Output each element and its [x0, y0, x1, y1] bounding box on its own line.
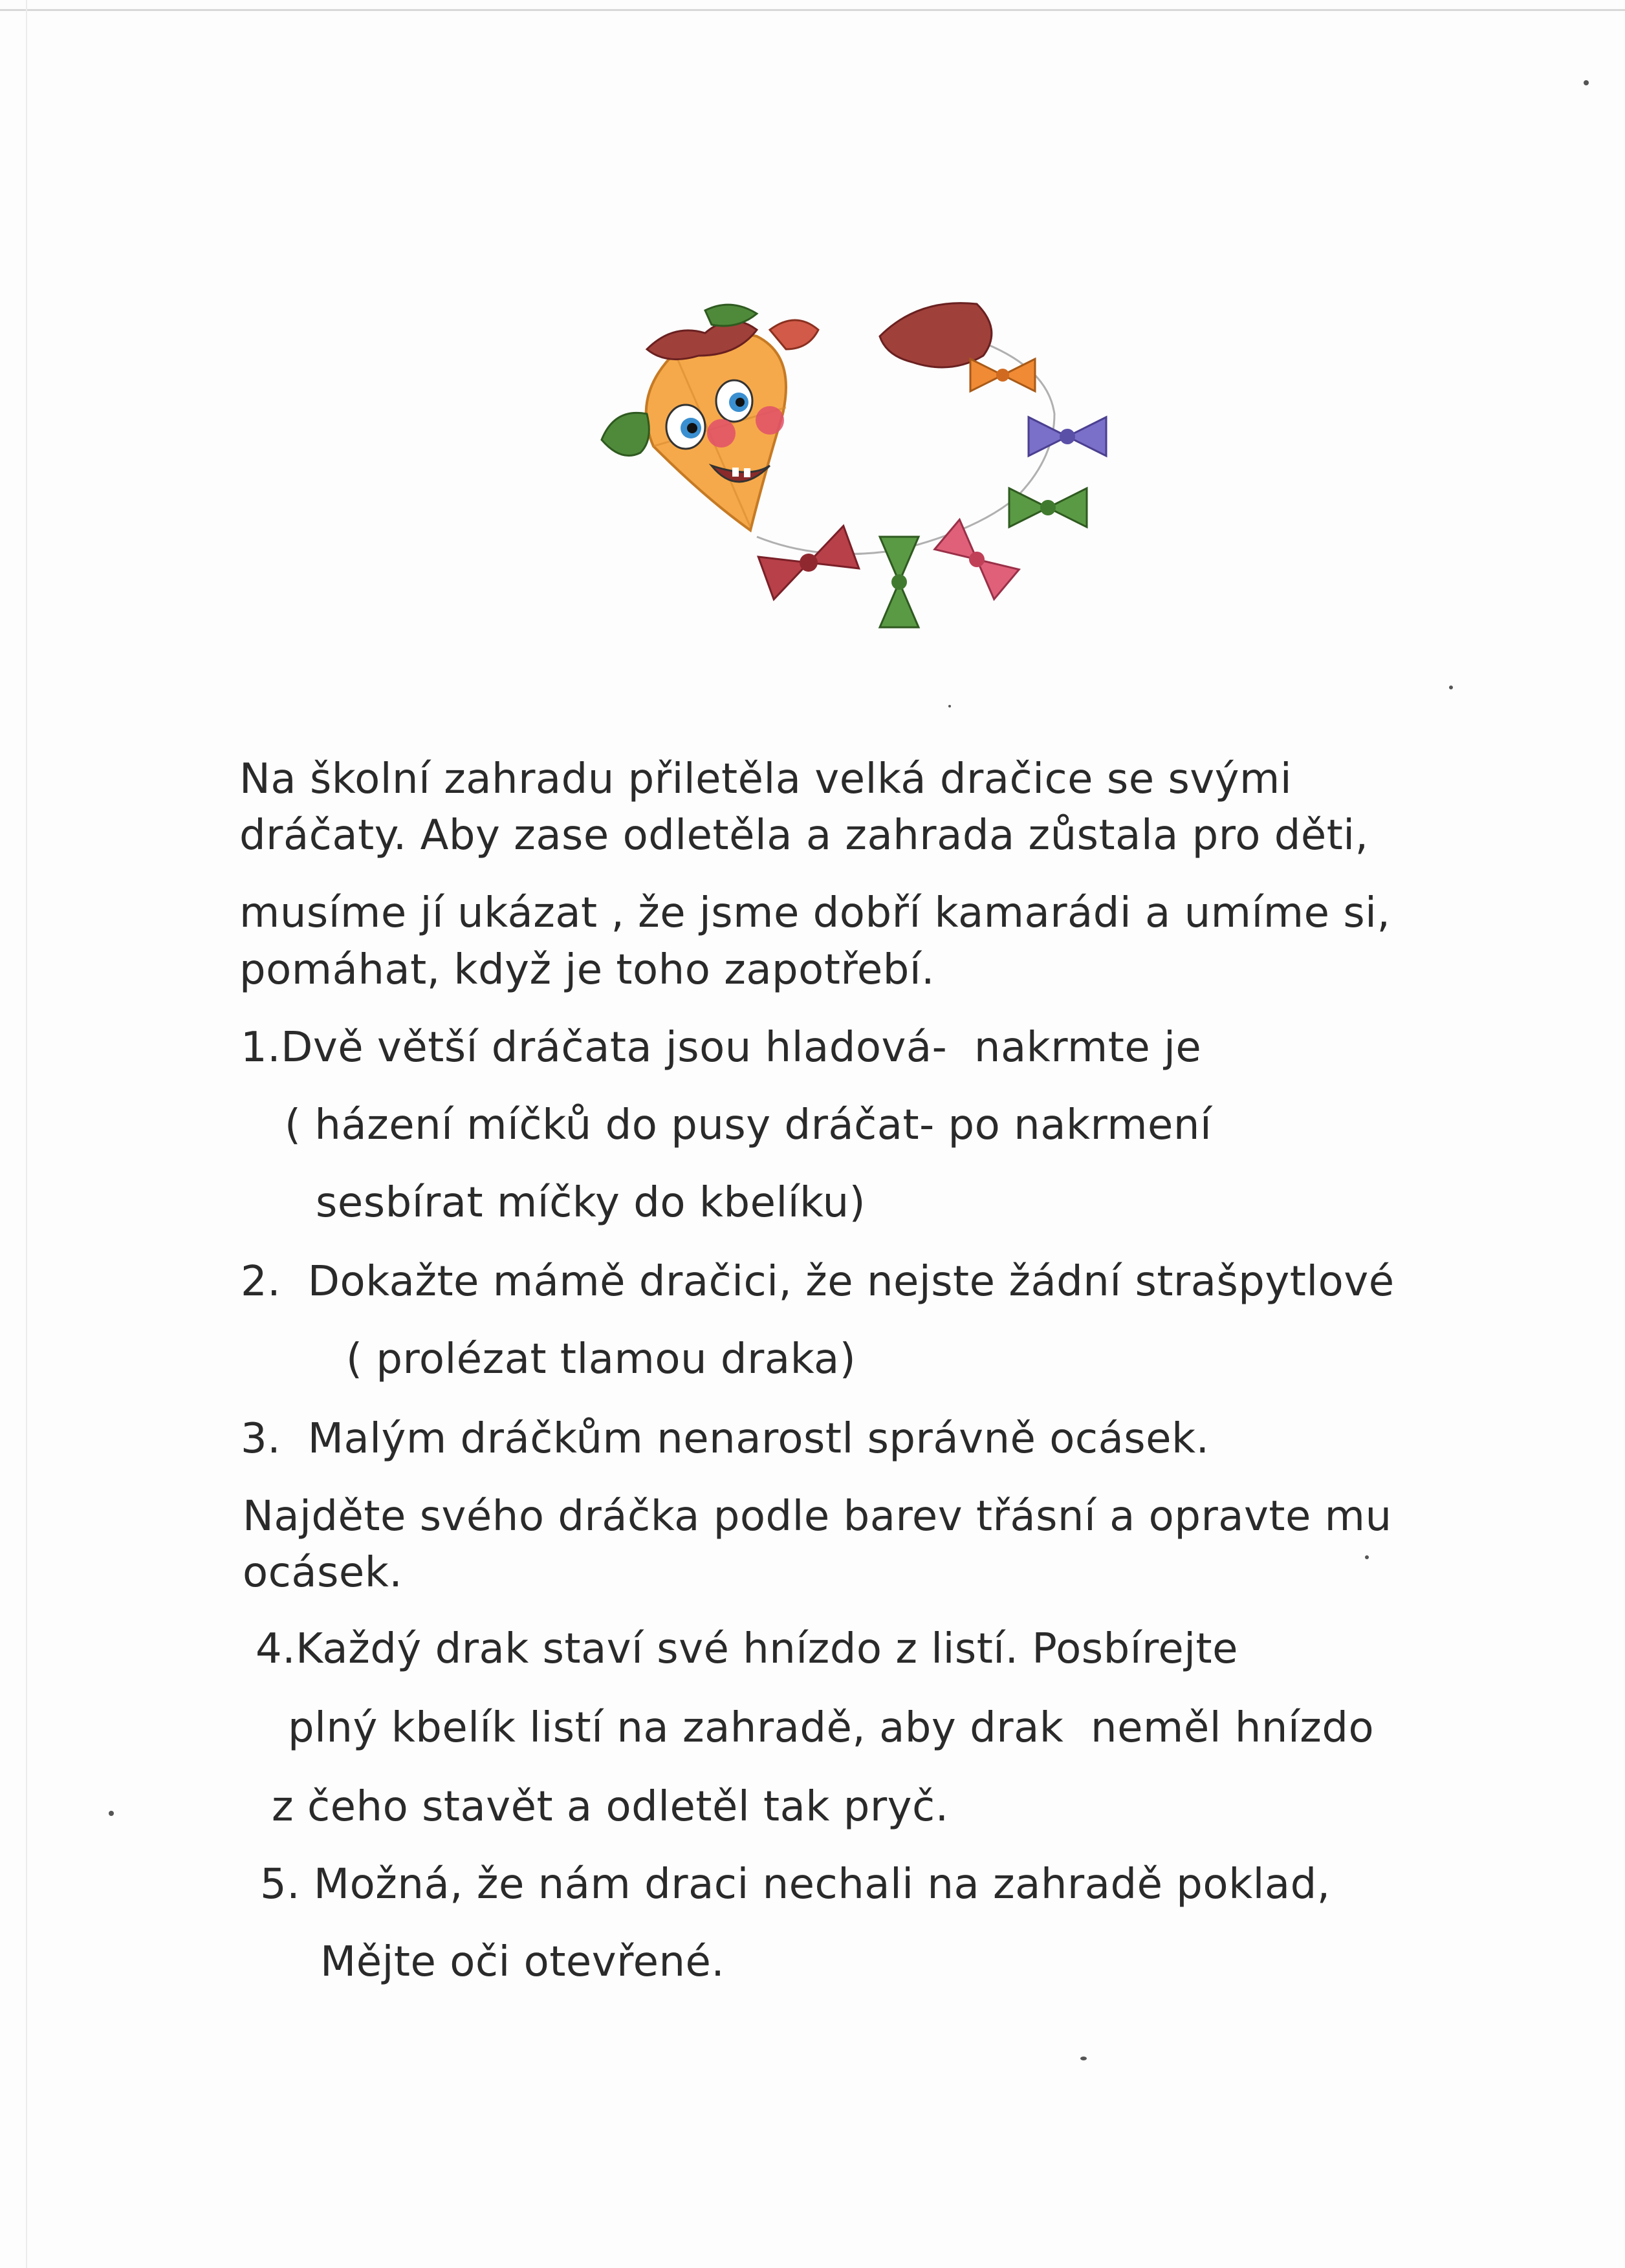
task-2-line-1: 2. Dokažte mámě dračici, že nejste žádní strašpytlové	[241, 1258, 1395, 1306]
task-4-line-3: z čeho stavět a odletěl tak pryč.	[272, 1783, 949, 1831]
bow-green-right	[1009, 488, 1087, 527]
kite-illustration	[563, 285, 1132, 660]
kite-leaf-right	[770, 320, 818, 349]
bow-orange	[970, 359, 1035, 391]
kite-leaf-green-top	[705, 305, 757, 326]
bow-red	[758, 526, 858, 599]
scan-speck	[1584, 80, 1589, 85]
task-1-line-3: sesbírat míčky do kbelíku)	[316, 1179, 866, 1227]
task-4-line-2: plný kbelík listí na zahradě, aby drak neměl hnízdo	[288, 1704, 1375, 1752]
scan-speck	[109, 1811, 114, 1816]
bow-green-bottom	[880, 537, 919, 627]
scan-speck	[948, 705, 951, 707]
kite-cheek-right	[756, 406, 784, 435]
task-3-line-1: 3. Malým dráčkům nenarostl správně ocásek.	[241, 1415, 1210, 1463]
intro-line-4: pomáhat, když je toho zapotřebí.	[239, 946, 935, 994]
task-4-line-1: 4.Každý drak staví své hnízdo z listí. Posbírejte	[256, 1625, 1238, 1673]
scan-speck	[1365, 1555, 1369, 1559]
task-3-line-3: ocásek.	[243, 1549, 403, 1597]
task-5-line-1: 5. Možná, že nám draci nechali na zahradě poklad,	[260, 1861, 1331, 1908]
task-5-line-2: Mějte oči otevřené.	[320, 1938, 725, 1986]
task-1-line-2: ( házení míčků do pusy dráčat- po nakrmení	[285, 1101, 1212, 1149]
kite-leaf-left	[602, 413, 649, 455]
autumn-leaf	[880, 303, 992, 367]
kite-cheek-left	[707, 419, 736, 448]
task-1-line-1: 1.Dvě větší dráčata jsou hladová- nakrmte je	[241, 1024, 1202, 1072]
scan-speck	[1080, 2057, 1087, 2060]
bow-pink	[935, 519, 1019, 599]
intro-line-3: musíme jí ukázat , že jsme dobří kamarádi a umíme si,	[239, 889, 1391, 937]
intro-line-2: dráčaty. Aby zase odletěla a zahrada zůstala pro děti,	[239, 812, 1369, 859]
scan-speck	[1449, 686, 1453, 689]
task-3-line-2: Najděte svého dráčka podle barev třásní a opravte mu	[243, 1493, 1392, 1540]
task-2-line-2: ( prolézat tlamou draka)	[346, 1335, 856, 1383]
intro-line-1: Na školní zahradu přiletěla velká dračice se svými	[239, 755, 1292, 803]
bow-purple	[1029, 417, 1106, 456]
scan-left-edge	[26, 0, 27, 2268]
scan-top-edge	[0, 9, 1625, 11]
